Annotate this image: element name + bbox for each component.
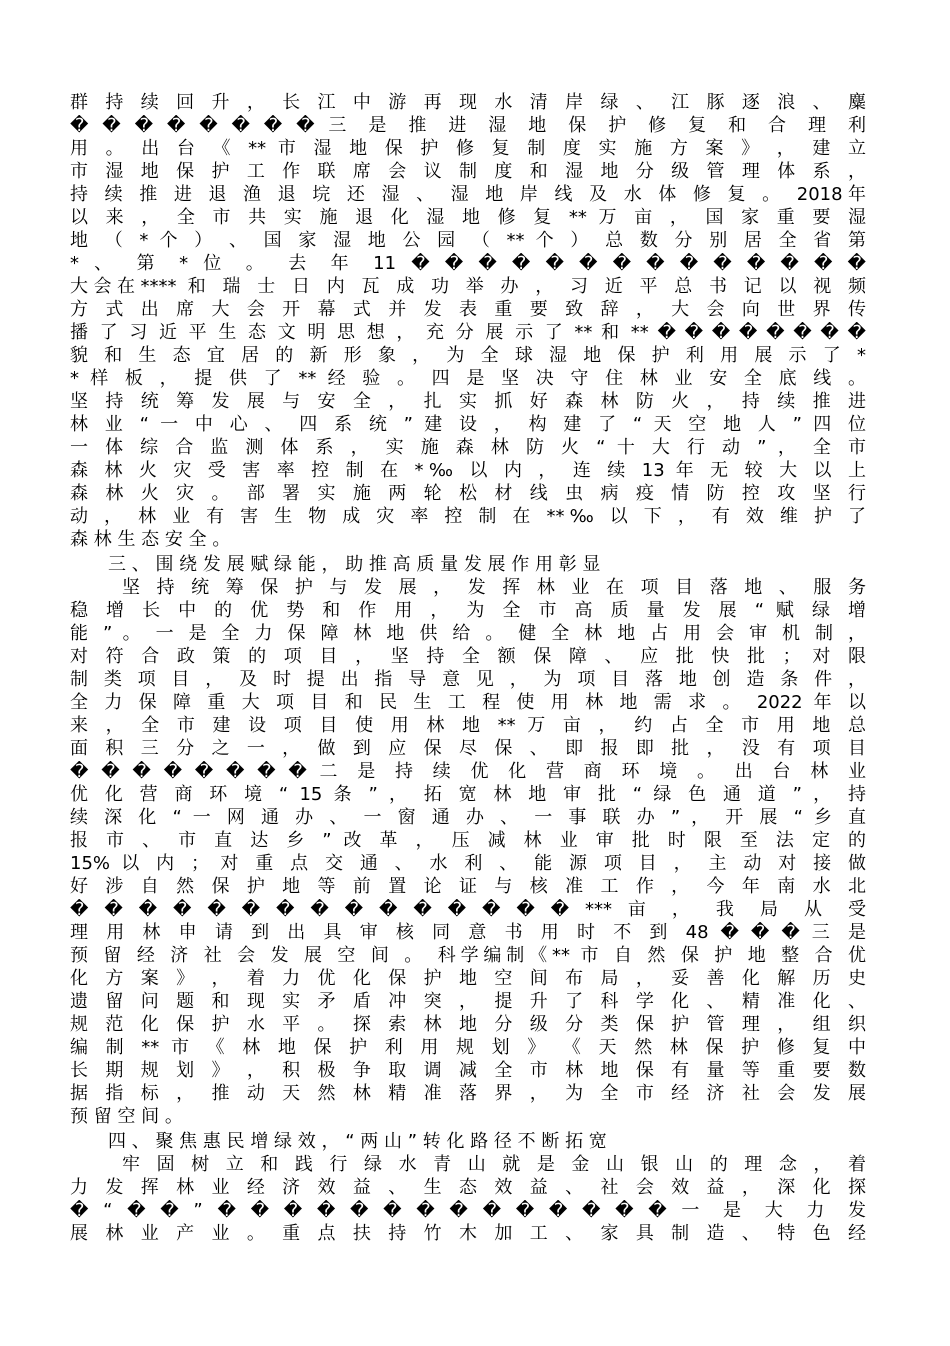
text-line: 好 涉 自 然 保 护 地 等 前 置 论 证 与 核 准 工 作 ， 今 年 南 水 北 xyxy=(70,876,866,897)
text-line: 动 ， 林 业 有 害 生 物 成 灾 率 控 制 在 **‰ 以 下 ， 有 效 维 护 了 xyxy=(70,506,866,527)
text-line: 长 期 规 划 》 ， 积 极 争 取 调 减 全 市 林 地 保 有 量 等 重 要 数 xyxy=(70,1060,866,1081)
text-line: 森 林 生 态 安 全 。 xyxy=(70,529,231,550)
text-line: 方 式 出 席 大 会 开 幕 式 并 发 表 重 要 致 辞 ， 大 会 向 世 界 传 xyxy=(70,299,866,320)
text-line: � � � � � � � � 二 是 持 续 优 化 营 商 环 境 。 出 台 林 业 xyxy=(70,761,866,782)
text-line: 坚 持 统 筹 发 展 与 安 全 ， 扎 实 抓 好 森 林 防 火 ， 持 续 推 进 xyxy=(70,391,866,412)
text-line: 据 指 标 ， 推 动 天 然 林 精 准 落 界 ， 为 全 市 经 济 社 会 发 展 xyxy=(70,1083,866,1104)
text-line: 稳 增 长 中 的 优 势 和 作 用 ， 为 全 市 高 质 量 发 展 “ 赋 绿 增 xyxy=(70,600,866,621)
text-line: 用 。 出 台 《 ** 市 湿 地 保 护 修 复 制 度 实 施 方 案 》 ， 建 立 xyxy=(70,138,866,159)
text-line: 预 留 经 济 社 会 发 展 空 间 。 科学编制《** 市 自 然 保 护 地 整 合 优 xyxy=(70,945,866,966)
text-line: 制 类 项 目 ， 及 时 提 出 指 导 意 见 ， 为 项 目 落 地 创 造 条 件 ， xyxy=(70,669,866,690)
text-line: 貌 和 生 态 宜 居 的 新 形 象 ， 为 全 球 湿 地 保 护 利 用 展 示 了 * xyxy=(70,345,866,366)
text-line: 地 （ * 个 ） 、 国 家 湿 地 公 园 （ ** 个 ） 总 数 分 别 居 全 省 第 xyxy=(70,230,866,251)
text-line: 持 续 推 进 退 渔 退 垸 还 湿 、 湿 地 岸 线 及 水 体 修 复 。 2018年 xyxy=(70,184,866,205)
text-line: 一 体 综 合 监 测 体 系 ， 实 施 森 林 防 火 “ 十 大 行 动 ” ， 全 市 xyxy=(70,437,866,458)
text-line: 续 深 化 “ 一 网 通 办 、 一 窗 通 办 、 一 事 联 办 ” ， 开 展 “ 乡 直 xyxy=(70,807,866,828)
section-heading: 四 、 聚 焦 惠 民 增 绿 效 ， “ 两 山 ” 转 化 路 径 不 断 拓 宽 xyxy=(108,1131,607,1152)
text-line: 林 业 “ 一 中 心 、 四 系 统 ” 建 设 ， 构 建 了 “ 天 空 地 人 ” 四 位 xyxy=(70,414,866,435)
text-line: 展 林 业 产 业 。 重 点 扶 持 竹 木 加 工 、 家 具 制 造 、 特 色 经 xyxy=(70,1223,866,1244)
text-line: 优 化 营 商 环 境 “ 15 条 ” ， 拓 宽 林 地 审 批 “ 绿 色 通 道 ” ， 持 xyxy=(70,784,866,805)
text-line: 报 市 、 市 直 达 乡 ” 改 革 ， 压 减 林 业 审 批 时 限 至 法 定 的 xyxy=(70,830,866,851)
text-line: * 样 板 ， 提 供 了 ** 经 验 。 四 是 坚 决 守 住 林 业 安 全 底 线 。 xyxy=(70,368,866,389)
text-line: 群 持 续 回 升 ， 长 江 中 游 再 现 水 清 岸 绿 、 江 豚 逐 浪 、 麋 xyxy=(70,92,866,113)
text-line: 全 力 保 障 重 大 项 目 和 民 生 工 程 使 用 林 地 需 求 。 2022 年 以 xyxy=(70,692,866,713)
text-line: 力 发 挥 林 业 经 济 效 益 、 生 态 效 益 、 社 会 效 益 ， 深 化 探 xyxy=(70,1177,866,1198)
text-line: � “ � � ” � � � � � � � � � � � � � � 一 是 大 力 发 xyxy=(70,1200,866,1221)
text-line: 能 ” 。 一 是 全 力 保 障 林 地 供 给 。 健 全 林 地 占 用 会 审 机 制 ， xyxy=(70,623,866,644)
text-line: 编 制 ** 市 《 林 地 保 护 利 用 规 划 》 《 天 然 林 保 护 修 复 中 xyxy=(70,1037,866,1058)
text-line: 森 林 火 灾 。 部 署 实 施 两 轮 松 材 线 虫 病 疫 情 防 控 攻 坚 行 xyxy=(70,483,866,504)
text-line: 播 了 习 近 平 生 态 文 明 思 想 ， 充 分 展 示 了 ** 和 ** � � � � � � � � xyxy=(70,322,866,343)
text-line: 来 ， 全 市 建 设 项 目 使 用 林 地 ** 万 亩 ， 约 占 全 市 用 地 总 xyxy=(70,715,866,736)
text-line: 理 用 林 申 请 到 出 具 审 核 同 意 书 用 时 不 到 48 � � � 三 是 xyxy=(70,922,866,943)
text-line: 预 留 空 间 。 xyxy=(70,1106,183,1127)
text-line: 以 来 ， 全 市 共 实 施 退 化 湿 地 修 复 ** 万 亩 ， 国 家 重 要 湿 xyxy=(70,207,866,228)
text-line: 面 积 三 分 之 一 ， 做 到 应 保 尽 保 、 即 报 即 批 ， 没 有 项 目 xyxy=(70,738,866,759)
text-line: 遗 留 问 题 和 现 实 矛 盾 冲 突 ， 提 升 了 科 学 化 、 精 准 化 、 xyxy=(70,991,866,1012)
section-heading: 三 、 围 绕 发 展 赋 绿 能 ， 助 推 高 质 量 发 展 作 用 彰 显 xyxy=(108,554,601,575)
text-line: 森 林 火 灾 受 害 率 控 制 在 *‰ 以 内 ， 连 续 13 年 无 较 大 以 上 xyxy=(70,460,866,481)
text-line: 市 湿 地 保 护 工 作 联 席 会 议 制 度 和 湿 地 分 级 管 理 体 系 ， xyxy=(70,161,866,182)
text-line: � � � � � � � � � � � � � � � *** 亩 ， 我 局 从 受 xyxy=(70,899,866,920)
text-line: 化 方 案 》 ， 着 力 优 化 保 护 地 空 间 布 局 ， 妥 善 化 解 历 史 xyxy=(70,968,866,989)
paragraph-first-line: 牢 固 树 立 和 践 行 绿 水 青 山 就 是 金 山 银 山 的 理 念 ， 着 xyxy=(122,1154,866,1175)
paragraph-first-line: 坚 持 统 筹 保 护 与 发 展 ， 发 挥 林 业 在 项 目 落 地 、 服 务 xyxy=(122,577,866,598)
text-line: 15% 以 内 ； 对 重 点 交 通 、 水 利 、 能 源 项 目 ， 主 动 对 接 做 xyxy=(70,853,866,874)
text-line: * 、 第 * 位 。 去 年 11 � � � � � � � � � � � � � � xyxy=(70,253,866,274)
text-line: � � � � � � � � 三 是 推 进 湿 地 保 护 修 复 和 合 理 利 xyxy=(70,115,866,136)
text-line: 规 范 化 保 护 水 平 。 探 索 林 地 分 级 分 类 保 护 管 理 ， 组 织 xyxy=(70,1014,866,1035)
text-line: 大会在**** 和 瑞 士 日 内 瓦 成 功 举 办 ， 习 近 平 总 书 记 以 视 频 xyxy=(70,276,866,297)
text-line: 对 符 合 政 策 的 项 目 ， 坚 持 全 额 保 障 、 应 批 快 批 ； 对 限 xyxy=(70,646,866,667)
